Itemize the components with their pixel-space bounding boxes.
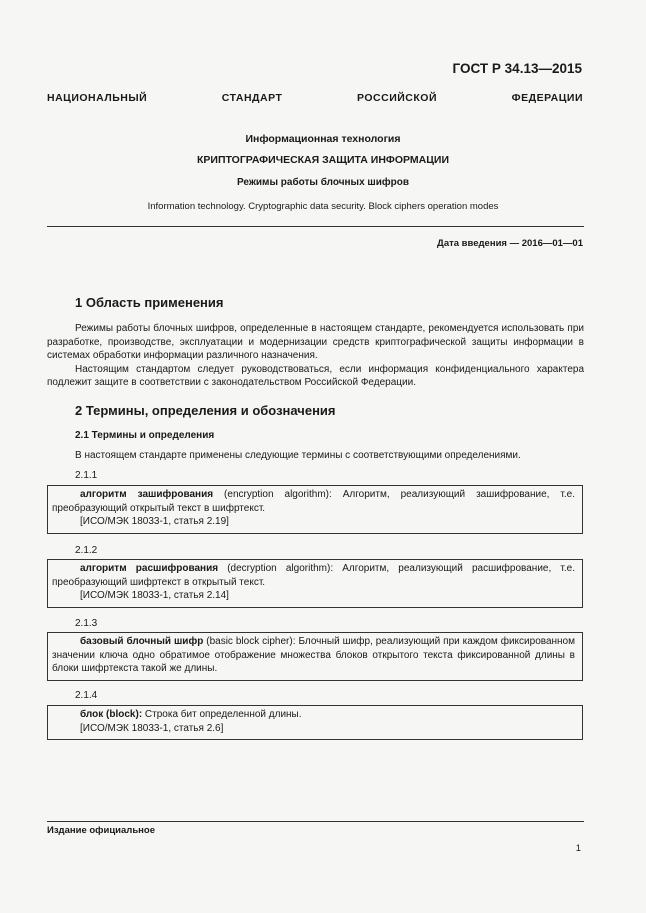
term-definition-text: (encryption algorithm): Алгоритм, реализующий зашифрование, т.е. преобразующий открытый текст в шифртекст. (52, 489, 575, 514)
section-2-intro: В настоящем стандарте применены следующие термины с соответствующими определениями. (75, 450, 521, 461)
title-line-3: Режимы работы блочных шифров (236, 177, 410, 188)
title-line-1: Информационная технология (245, 133, 401, 145)
term-box (47, 632, 583, 681)
section-1-body (47, 322, 584, 390)
term-definition-text: Строка бит определенной длины. (142, 709, 302, 720)
term-name: базовый блочный шифр (80, 636, 204, 647)
term-box (47, 485, 583, 534)
header-divider (47, 226, 584, 227)
term-box (47, 559, 583, 608)
section-1-heading: 1 Область применения (75, 295, 224, 310)
term-number: 2.1.3 (75, 618, 98, 629)
term-reference: [ИСО/МЭК 18033-1, статья 2.14] (80, 590, 229, 602)
intro-date: Дата введения — 2016—01—01 (437, 238, 583, 249)
term-name: блок (block): (80, 709, 143, 720)
national-standard-banner: НАЦИОНАЛЬНЫЙ СТАНДАРТ РОССИЙСКОЙ ФЕДЕРАЦИИ (47, 92, 583, 104)
term-definition-text: (decryption algorithm): Алгоритм, реализующий расшифрование, т.е. преобразующий шифртекст в открытый текст. (52, 563, 576, 588)
section-2-heading: 2 Термины, определения и обозначения (75, 403, 336, 418)
section-1-paragraph-1: Режимы работы блочных шифров, определенные в настоящем стандарте, рекомендуется использовать при разработке, производстве, эксплуатации и модернизации средств криптографической защиты информации в системах обработки информации различного назначения. (47, 323, 584, 362)
term-reference: [ИСО/МЭК 18033-1, статья 2.19] (80, 516, 229, 528)
standard-number: ГОСТ Р 34.13—2015 (452, 61, 582, 76)
english-title: Information technology. Cryptographic data security. Block ciphers operation modes (147, 201, 499, 212)
term-definition (52, 488, 575, 515)
subsection-2-1-heading: 2.1 Термины и определения (75, 430, 215, 441)
title-line-2: КРИПТОГРАФИЧЕСКАЯ ЗАЩИТА ИНФОРМАЦИИ (197, 154, 449, 166)
official-edition-label: Издание официальное (47, 825, 155, 836)
term-definition (52, 562, 575, 589)
term-number: 2.1.4 (75, 690, 98, 701)
term-reference: [ИСО/МЭК 18033-1, статья 2.6] (80, 722, 224, 734)
page-number: 1 (575, 843, 581, 854)
term-name: алгоритм зашифрования (80, 489, 214, 500)
term-box (47, 705, 583, 740)
term-definition (52, 635, 575, 676)
section-1-paragraph-2: Настоящим стандартом следует руководствоваться, если информация конфиденциального характера подлежит защите в соответствии с законодательством Российской Федерации. (47, 363, 584, 389)
term-number: 2.1.1 (75, 470, 98, 481)
term-name: алгоритм расшифрования (80, 563, 219, 574)
footer-divider (47, 821, 584, 822)
term-definition-text: (basic block cipher): Блочный шифр, реализующий при каждом фиксированном значении ключа одно обратимое отображение множества блоков открытого текста фиксированной длины в блоки шифртекста такой же длины. (52, 636, 575, 675)
term-definition (52, 708, 575, 722)
term-number: 2.1.2 (75, 545, 98, 556)
